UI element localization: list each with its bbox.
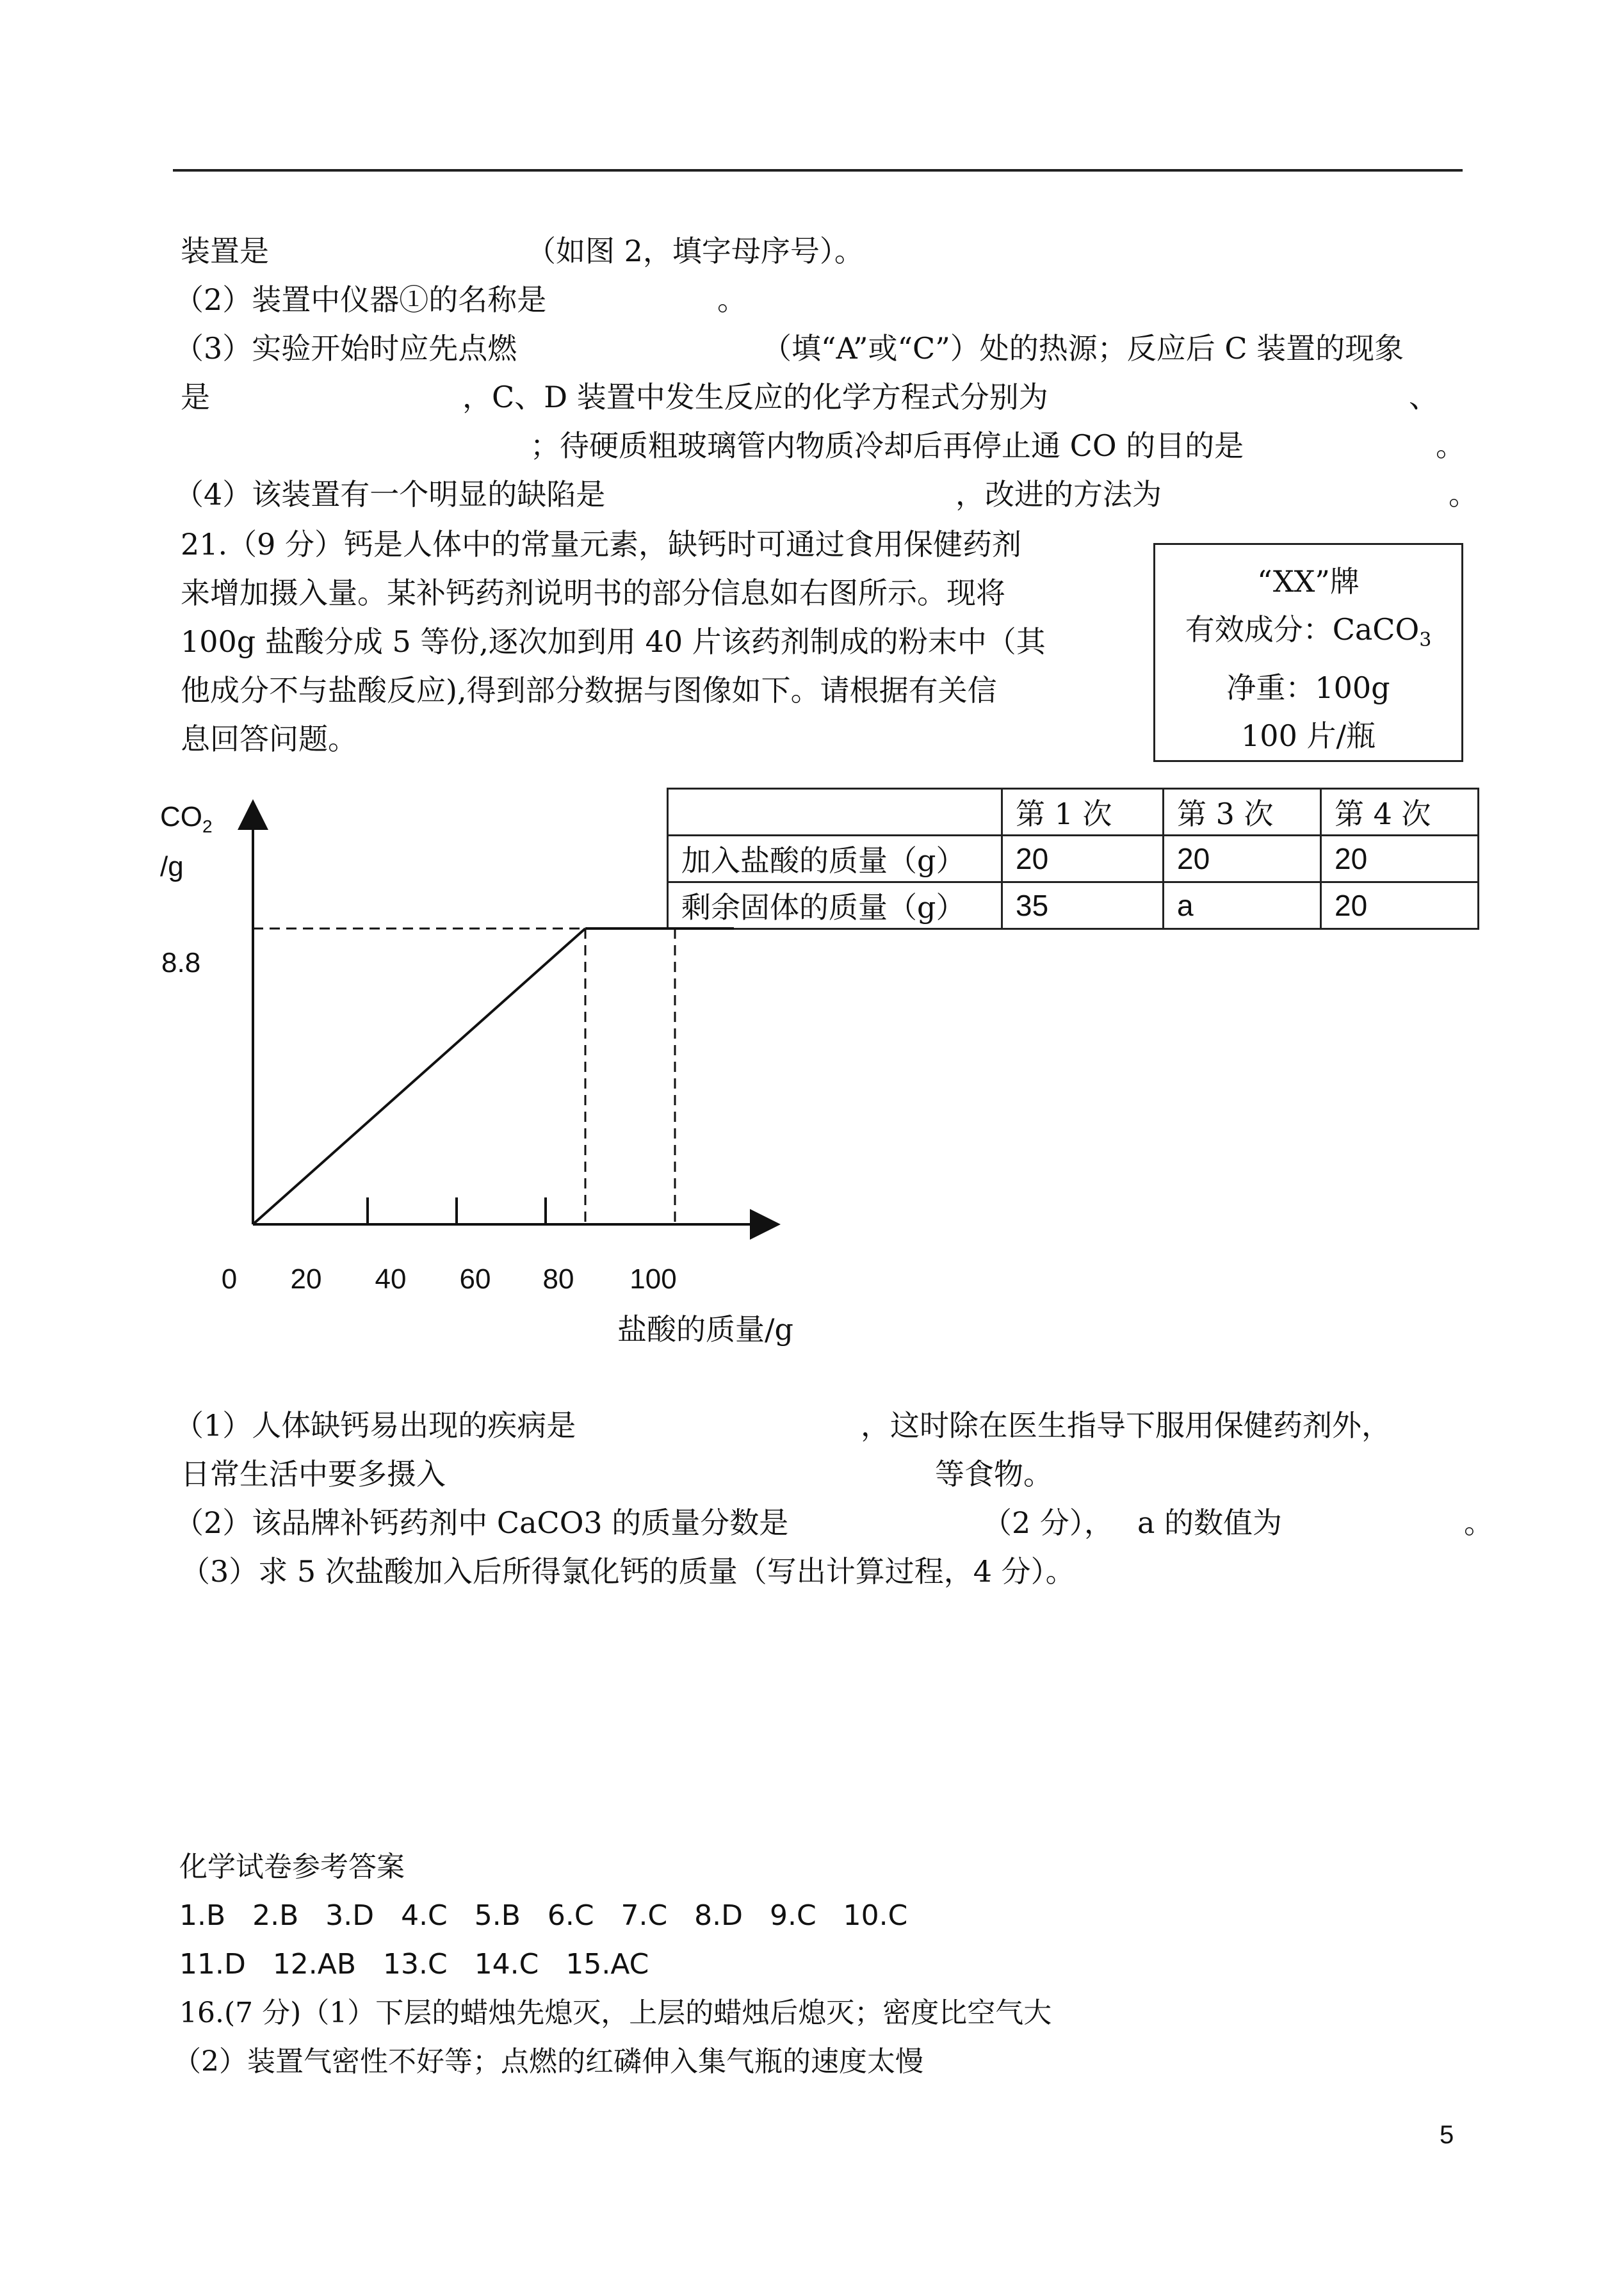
x-tick-label: 100 — [629, 1263, 677, 1295]
text: 。 — [717, 282, 747, 317]
text: （填“A”或“C”）处的热源；反应后 C 装置的现象 — [762, 331, 1404, 366]
q21-line-2: 来增加摄入量。某补钙药剂说明书的部分信息如右图所示。现将 — [181, 576, 1005, 610]
text: ，C、D 装置中发生反应的化学方程式分别为 — [462, 380, 1048, 414]
text: 装置是 — [181, 234, 269, 268]
q21-line-4: 他成分不与盐酸反应),得到部分数据与图像如下。请根据有关信 — [181, 673, 997, 708]
answers-title: 化学试卷参考答案 — [179, 1851, 405, 1883]
table-cell: 20 — [1321, 836, 1479, 882]
series-rise-line — [253, 929, 585, 1224]
x-tick-label: 40 — [375, 1263, 407, 1295]
text: （1）人体缺钙易出现的疾病是 — [174, 1408, 576, 1443]
ingredient-subscript: 3 — [1419, 629, 1432, 652]
text: （3）实验开始时应先点燃 — [174, 331, 517, 366]
text: 。 — [1436, 428, 1465, 463]
text: 等食物。 — [935, 1457, 1053, 1491]
answers-row-2: 11.D 12.AB 13.C 14.C 15.AC — [179, 1948, 649, 1981]
ingredient-text: 有效成分：CaCO — [1185, 612, 1420, 647]
table-cell: 20 — [1164, 836, 1321, 882]
x-axis-label: 盐酸的质量/g — [617, 1312, 793, 1347]
table-cell: 加入盐酸的质量（g） — [668, 836, 1002, 882]
table-cell: 第 1 次 — [1002, 789, 1164, 836]
text: （2）该品牌补钙药剂中 CaCO3 的质量分数是 — [174, 1505, 789, 1540]
text: （2 分）， — [982, 1505, 1114, 1540]
text: 是 — [181, 380, 210, 414]
x-tick-label: 0 — [221, 1263, 238, 1295]
q21-line-3: 100g 盐酸分成 5 等份,逐次加到用 40 片该药剂制成的粉末中（其 — [181, 624, 1046, 659]
text: 。 — [1449, 477, 1478, 512]
table-cell: 20 — [1002, 836, 1164, 882]
answers-row-1: 1.B 2.B 3.D 4.C 5.B 6.C 7.C 8.D 9.C 10.C — [179, 1899, 908, 1932]
answers-row-4: （2）装置气密性不好等；点燃的红磷伸入集气瓶的速度太慢 — [173, 2045, 923, 2078]
net-weight-label: 净重：100g — [1226, 670, 1390, 706]
text: ，这时除在医生指导下服用保健药剂外， — [861, 1408, 1391, 1443]
y-tick-label: 8.8 — [161, 947, 201, 978]
text: （2）装置中仪器①的名称是 — [174, 282, 547, 317]
count-label: 100 片/瓶 — [1241, 718, 1376, 754]
text: a 的数值为 — [1137, 1505, 1283, 1540]
table-cell: 35 — [1002, 882, 1164, 929]
text: （4）该装置有一个明显的缺陷是 — [174, 477, 606, 512]
q21-line-5: 息回答问题。 — [181, 722, 357, 756]
y-axis-unit: /g — [160, 851, 184, 882]
table-cell: 剩余固体的质量（g） — [668, 882, 1002, 929]
text: （如图 2，填字母序号）。 — [526, 234, 864, 268]
x-tick-label: 80 — [542, 1263, 574, 1295]
x-tick-label: 20 — [290, 1263, 322, 1295]
table-cell: a — [1164, 882, 1321, 929]
text: 、 — [1409, 380, 1438, 414]
text: ，改进的方法为 — [955, 477, 1162, 512]
table-cell: 20 — [1321, 882, 1479, 929]
text: 日常生活中要多摄入 — [181, 1457, 446, 1491]
table-cell: 第 4 次 — [1321, 789, 1479, 836]
text: ；待硬质粗玻璃管内物质冷却后再停止通 CO 的目的是 — [530, 428, 1244, 463]
answers-row-3: 16.(7 分)（1）下层的蜡烛先熄灭，上层的蜡烛后熄灭；密度比空气大 — [179, 1997, 1052, 2029]
x-tick-label: 60 — [459, 1263, 491, 1295]
q21-line-1: 21.（9 分）钙是人体中的常量元素，缺钙时可通过食用保健药剂 — [181, 527, 1022, 562]
page-number: 5 — [1440, 2121, 1454, 2149]
y-axis-label: $CO_2$ — [160, 801, 213, 836]
text: 。 — [1464, 1505, 1493, 1540]
table-cell: 第 3 次 — [1164, 789, 1321, 836]
brand-label: “XX”牌 — [1257, 564, 1360, 599]
q21-sub-3: （3）求 5 次盐酸加入后所得氯化钙的质量（写出计算过程，4 分）。 — [181, 1554, 1075, 1589]
